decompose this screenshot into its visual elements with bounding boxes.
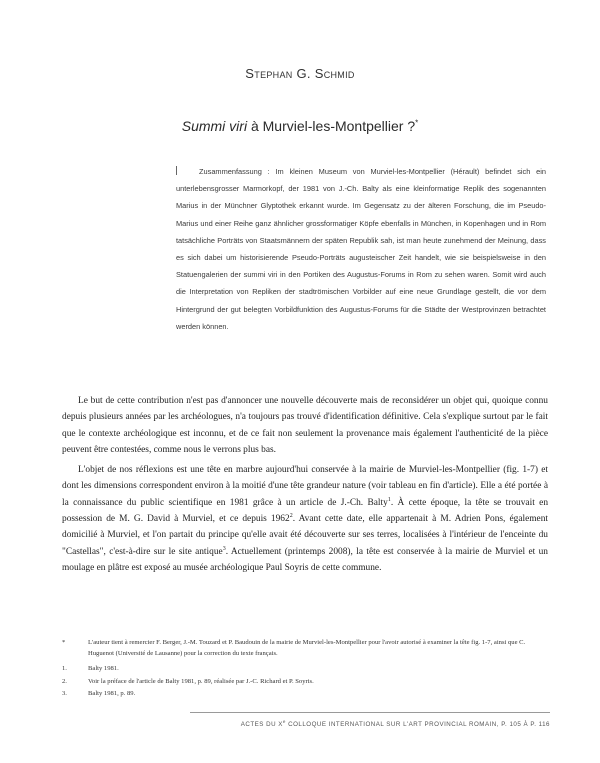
paragraph-2-part-a: L'objet de nos réflexions est une tête en marbre aujourd'hui conservée à la mairie de Murviel-les-Montpellier (fig. 1-7) et dont les dimensions correspondent environ à la moitié d'une tête grandeur nature (voir tableau en fin d'article). Elle a été portée à la connaissance du public scientifique en 1981 grâce à un article de J.-Ch. Balty <box>62 465 548 508</box>
footnote-text: Balty 1981, p. 89. <box>88 689 136 697</box>
footer-prefix: ACTES DU X <box>240 721 283 729</box>
footnotes <box>62 637 548 699</box>
footnote-number: * <box>62 639 66 646</box>
footnote-text: Balty 1981. <box>88 665 119 673</box>
paragraph-2-part-d: . Actuellement (printemps 2008), la tête est conservée à la mairie de Murviel et un moulage en plâtre est exposé au musée archéologique Paul Soyris de cette commune. <box>62 546 548 573</box>
abstract-text: Zusammenfassung : Im kleinen Museum von Murviel-les-Montpellier (Hérault) befindet sich ein unterlebensgrosser Marmorkopf, der 1981 von J.-Ch. Balty als eine kleinformatige Replik des sogenannten Marius in der Münchner Glyptothek erkannt wurde. Im Gegensatz zu der älteren Forschung, die im Pseudo-Marius und einer Reihe ganz ähnlicher grossformatiger Köpfe ebenfalls in München, in Kopenhagen und in Rom tatsächliche Porträts von Staatsmännern der späten Republik sah, ist man heute zunehmend der Meinung, dass es sich dabei um historisierende Pseudo-Porträts augusteischer Zeit handelt, wie sie beispielsweise in den Statuengalerien der summi viri in den Portiken des Augustus-Forums in Rom zu sehen waren. Somit wird auch die Interpretation von Repliken der stadtrömischen Vorbilder auf eine neue Grundlage gestellt, die vor dem Hintergrund der gut belegten Vorbildfunktion des Augustus-Forums für die Städte der Westprovinzen betrachtet werden können. <box>176 167 546 331</box>
footnote-number: 1. <box>62 665 67 673</box>
paragraph-2 <box>62 462 548 576</box>
footnote <box>62 688 548 699</box>
footnote <box>62 663 548 674</box>
footer-rule <box>190 712 550 713</box>
article-title <box>0 118 600 134</box>
paragraph-1: Le but de cette contribution n'est pas d'annoncer une nouvelle découverte mais de reconsidérer un objet qui, quoique connu depuis plusieurs années par les archéologues, n'a toujours pas trouvé d'identification définitive. Cela s'explique surtout par le fait que le contexte archéologique est inconnu, et de ce fait non seulement la provenance mais également l'authenticité de la pièce peuvent être contestées, comme nous le verrons plus bas. <box>62 396 548 455</box>
footnote-text: Voir la préface de l'article de Balty 1981, p. 89, réalisée par J.-C. Richard et P. Soyris. <box>88 677 314 685</box>
paragraph-2-part-c: . Avant cette date, elle appartenait à M. Adrien Pons, également domicilié à Murviel, et l'on partait du principe qu'elle avait été découverte sur ses terres, localisées à l'intérieur de l'enceinte du "Castellas", c'est-à-dire sur le site antique <box>62 514 549 557</box>
footer-superscript: e <box>282 719 286 724</box>
author-name: Stephan G. Schmid <box>245 66 355 81</box>
footnote-ref-3: 3 <box>222 545 226 552</box>
paragraph-2-part-b: . À cette époque, la tête se trouvait en possession de M. G. David à Murviel, et ce depuis 1962 <box>62 497 549 525</box>
footer-suffix: COLLOQUE INTERNATIONAL SUR L'ART PROVINCIAL ROMAIN, P. 105 À P. 116 <box>285 721 550 729</box>
body-text <box>62 393 548 576</box>
footnote <box>62 676 548 687</box>
footnote-ref-2: 2 <box>289 512 293 519</box>
footnote-ref-1: 1 <box>387 496 391 503</box>
footnote <box>62 637 548 659</box>
title-footnote-mark: * <box>415 118 419 128</box>
footnote-number: 2. <box>62 677 67 685</box>
abstract-block <box>176 163 546 335</box>
title-rest: à Murviel-les-Montpellier ? <box>247 118 416 134</box>
title-italic-part: Summi viri <box>181 118 248 134</box>
abstract-marker <box>176 166 177 175</box>
footnote-text: L'auteur tient à remercier F. Berger, J.-M. Touzard et P. Baudouin de la mairie de Murviel-les-Montpellier pour l'avoir autorisé à examiner la tête fig. 1-7, ainsi que C. Huguenot (Université de Lausanne) pour la correction du texte français. <box>88 639 526 658</box>
footnote-number: 3. <box>62 689 67 697</box>
running-footer <box>190 719 550 728</box>
